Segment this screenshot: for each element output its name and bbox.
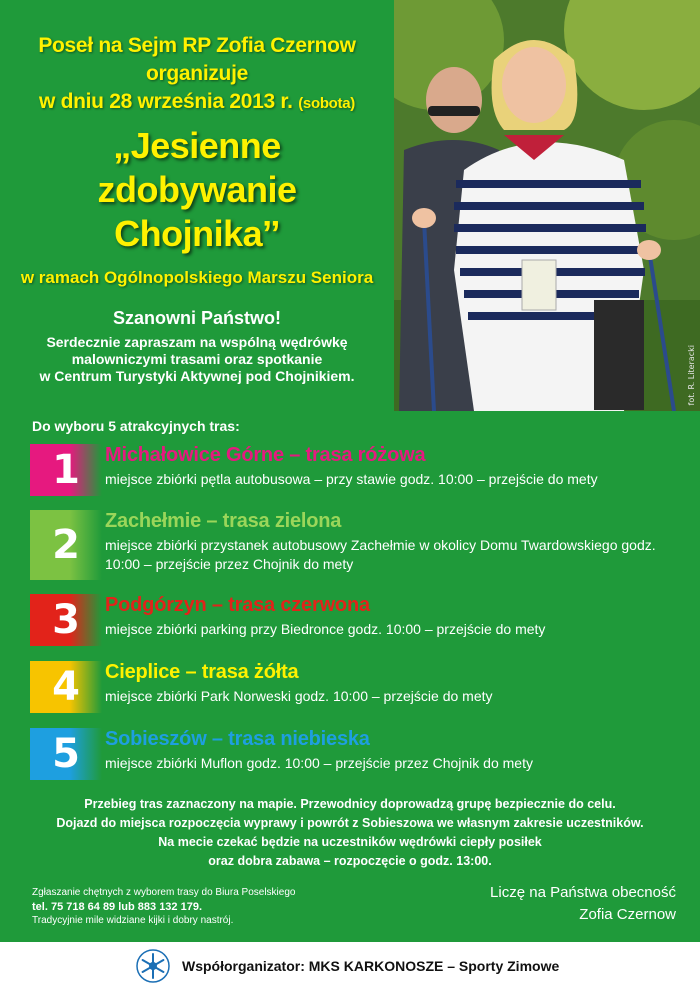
route-name: Michałowice Górne – trasa różowa — [105, 444, 426, 466]
route-number-badge: 4 — [30, 661, 102, 713]
greeting-line-2: malowniczymi trasami oraz spotkanie — [71, 351, 323, 367]
karkonosze-logo-icon — [136, 949, 170, 983]
greeting-line-1: Serdecznie zapraszam na wspólną wędrówkę — [46, 334, 348, 350]
route-name: Podgórzyn – trasa czerwona — [105, 594, 370, 616]
route-description: miejsce zbiórki parking przy Biedronce godz. 10:00 – przejście do mety — [105, 621, 546, 637]
greeting — [12, 306, 382, 385]
header-line-1: Poseł na Sejm RP Zofia Czernow — [38, 34, 356, 57]
routes-heading: Do wyboru 5 atrakcyjnych tras: — [32, 418, 240, 434]
note-line: Na mecie czekać będzie na uczestników wędrówki ciepły posiłek — [158, 835, 542, 849]
greeting-salutation: Szanowni Państwo! — [112, 308, 281, 328]
photo-illustration — [394, 0, 700, 411]
footer-bar — [0, 942, 700, 989]
route-number-badge: 5 — [30, 728, 102, 780]
header-date-text: w dniu 28 września 2013 r. — [39, 90, 293, 113]
note-line: oraz dobra zabawa – rozpoczęcie o godz. 13:00. — [208, 854, 492, 868]
header-date — [12, 88, 382, 118]
route-name: Zachełmie – trasa zielona — [105, 510, 342, 532]
header-date-suffix: (sobota) — [298, 95, 355, 112]
signature-line-1: Liczę na Państwa obecność — [490, 884, 676, 901]
route-description: miejsce zbiórki pętla autobusowa – przy stawie godz. 10:00 – przejście do mety — [105, 471, 598, 487]
photo-credit: fot. R. Literacki — [687, 344, 696, 405]
contact-phone: tel. 75 718 64 89 lub 883 132 179. — [32, 901, 203, 913]
note-line: Przebieg tras zaznaczony na mapie. Przewodnicy doprowadzą grupę bezpiecznie do celu. — [84, 797, 616, 811]
event-title — [12, 124, 382, 256]
event-subtitle: w ramach Ogólnopolskiego Marszu Seniora — [20, 268, 374, 287]
contact-line-3: Tradycyjnie mile widziane kijki i dobry nastrój. — [32, 915, 234, 926]
event-title-line-2: Chojnika’’ — [114, 213, 280, 254]
greeting-text — [12, 334, 382, 385]
greeting-line-3: w Centrum Turystyki Aktywnej pod Chojnikiem. — [39, 368, 355, 384]
route-number-badge: 3 — [30, 594, 102, 646]
co-organizer-text: Współorganizator: MKS KARKONOSZE – Sporty Zimowe — [182, 957, 560, 974]
route-number-badge: 2 — [30, 510, 102, 580]
contact-info — [32, 886, 295, 928]
event-title-line-1: „Jesienne zdobywanie — [97, 125, 297, 210]
signature-name: Zofia Czernow — [579, 906, 676, 923]
route-notes — [20, 795, 680, 871]
note-line: Dojazd do miejsca rozpoczęcia wyprawy i powrót z Sobieszowa we własnym zakresie uczestników. — [56, 816, 644, 830]
route-description: miejsce zbiórki Park Norweski godz. 10:00 – przejście do mety — [105, 688, 493, 704]
header-line-2: organizuje — [145, 62, 248, 85]
route-name: Cieplice – trasa żółta — [105, 661, 299, 683]
route-name: Sobieszów – trasa niebieska — [105, 728, 370, 750]
contact-line-1: Zgłaszanie chętnych z wyborem trasy do Biura Poselskiego — [32, 887, 296, 898]
route-description: miejsce zbiórki Muflon godz. 10:00 – przejście przez Chojnik do mety — [105, 755, 533, 771]
signature — [490, 882, 676, 926]
header — [12, 32, 382, 290]
route-description: miejsce zbiórki przystanek autobusowy Zachełmie w okolicy Domu Twardowskiego godz. 10:00 – przejście przez Chojnik do mety — [105, 537, 656, 572]
seniors-walking-photo — [394, 0, 700, 411]
route-number-badge: 1 — [30, 444, 102, 496]
